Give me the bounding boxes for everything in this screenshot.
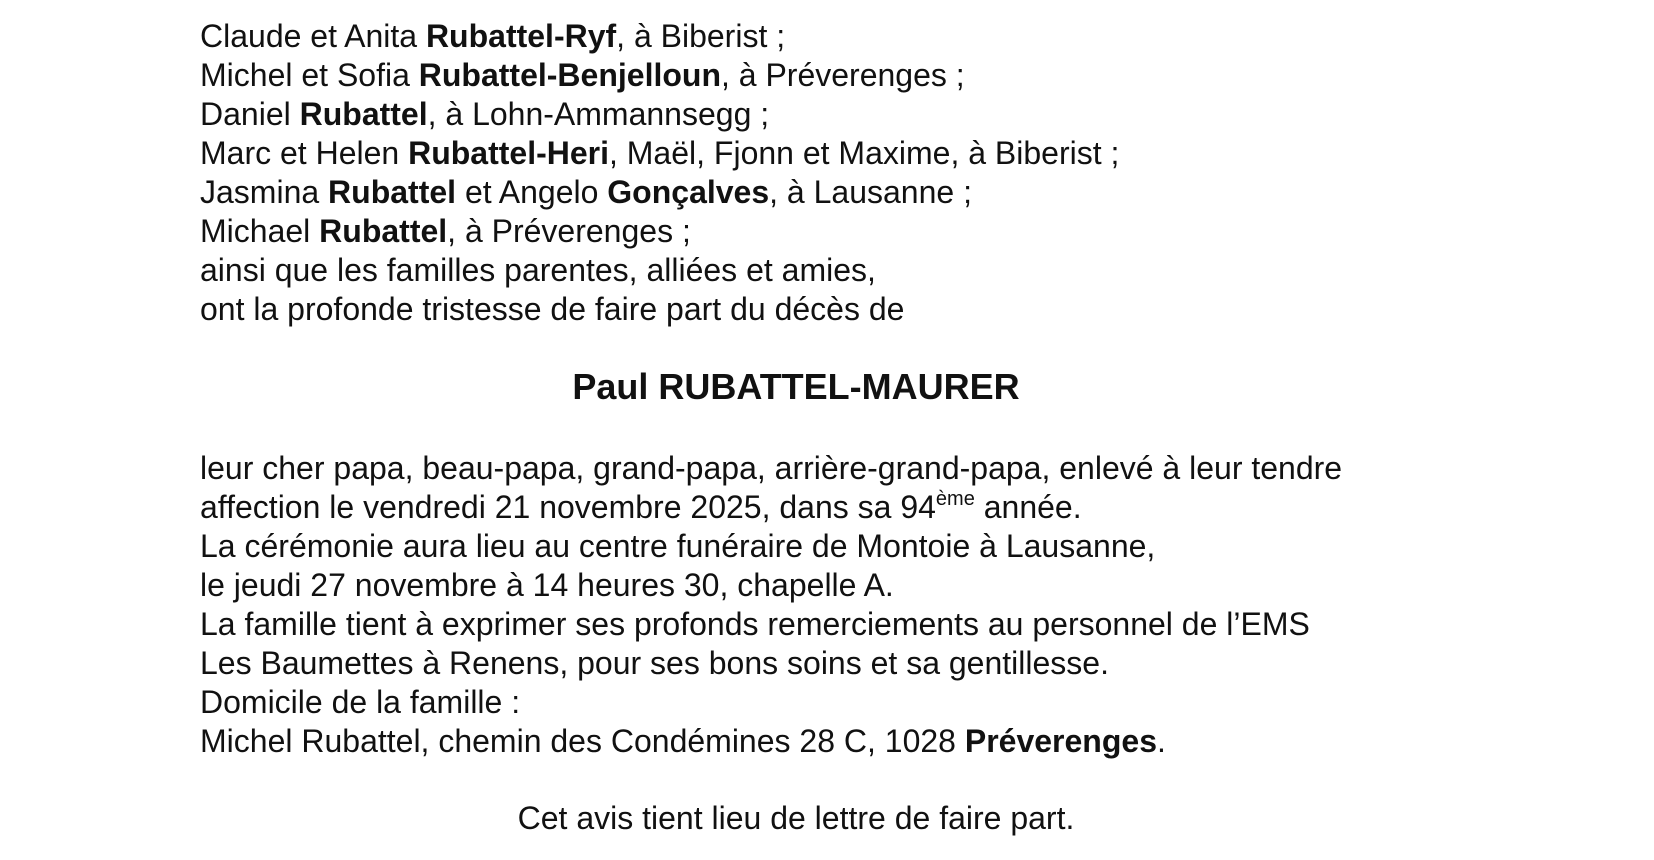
family-connector: et Angelo [456,174,608,210]
family-line [200,134,1520,173]
address-text: . [1156,723,1166,759]
family-location: , à Biberist ; [616,18,786,54]
family-line [200,95,1520,134]
family-first-names: Daniel [200,96,300,132]
closing-note: Cet avis tient lieu de lettre de faire part. [517,800,1075,836]
family-first-names: Jasmina [200,174,329,210]
ordinal-superscript: ème [935,488,975,510]
family-first-names: Marc et Helen [200,135,409,171]
family-location: , à Préverenges ; [720,57,965,93]
family-surname: Rubattel [328,174,457,210]
address-text: Michel Rubattel, chemin des Condémines 28 C, 1028 [200,723,965,759]
family-line [200,212,1520,251]
family-surname: Rubattel-Heri [408,135,609,171]
family-line [200,56,1520,95]
body-line: La famille tient à exprimer ses profonds remerciements au personnel de l’EMS [200,606,1310,642]
body-line: leur cher papa, beau-papa, grand-papa, arrière-grand-papa, enlevé à leur tendre [200,450,1343,486]
body-line: La cérémonie aura lieu au centre funéraire de Montoie à Lausanne, [200,528,1156,564]
intro-line: ont la profonde tristesse de faire part du décès de [200,291,905,327]
body-line [200,488,1520,527]
family-surname: Rubattel [319,213,448,249]
family-first-names: Michel et Sofia [200,57,419,93]
body-line: le jeudi 27 novembre à 14 heures 30, chapelle A. [200,567,894,603]
family-line [200,173,1520,212]
family-surname: Rubattel-Benjelloun [418,57,721,93]
family-surname: Rubattel-Ryf [425,18,617,54]
family-address-line [200,722,1520,761]
family-location: , Maël, Fjonn et Maxime, à Biberist ; [608,135,1120,171]
family-first-names: Claude et Anita [200,18,426,54]
family-location: , à Lohn-Ammannsegg ; [427,96,770,132]
notice-body [200,449,1520,761]
family-list [200,17,1520,329]
family-first-names: Michael [200,213,320,249]
obituary-notice [200,17,1520,838]
body-text: année. [974,489,1082,525]
family-surname-second: Gonçalves [607,174,770,210]
family-line [200,17,1520,56]
intro-line: ainsi que les familles parentes, alliées et amies, [200,252,876,288]
body-line: Domicile de la famille : [200,684,521,720]
body-text: affection le vendredi 21 novembre 2025, dans sa 94 [200,489,936,525]
family-location: , à Lausanne ; [769,174,972,210]
family-location: , à Préverenges ; [447,213,691,249]
body-line: Les Baumettes à Renens, pour ses bons soins et sa gentillesse. [200,645,1109,681]
deceased-name: Paul RUBATTEL-MAURER [572,366,1020,407]
address-town: Préverenges [964,723,1157,759]
family-surname: Rubattel [299,96,428,132]
